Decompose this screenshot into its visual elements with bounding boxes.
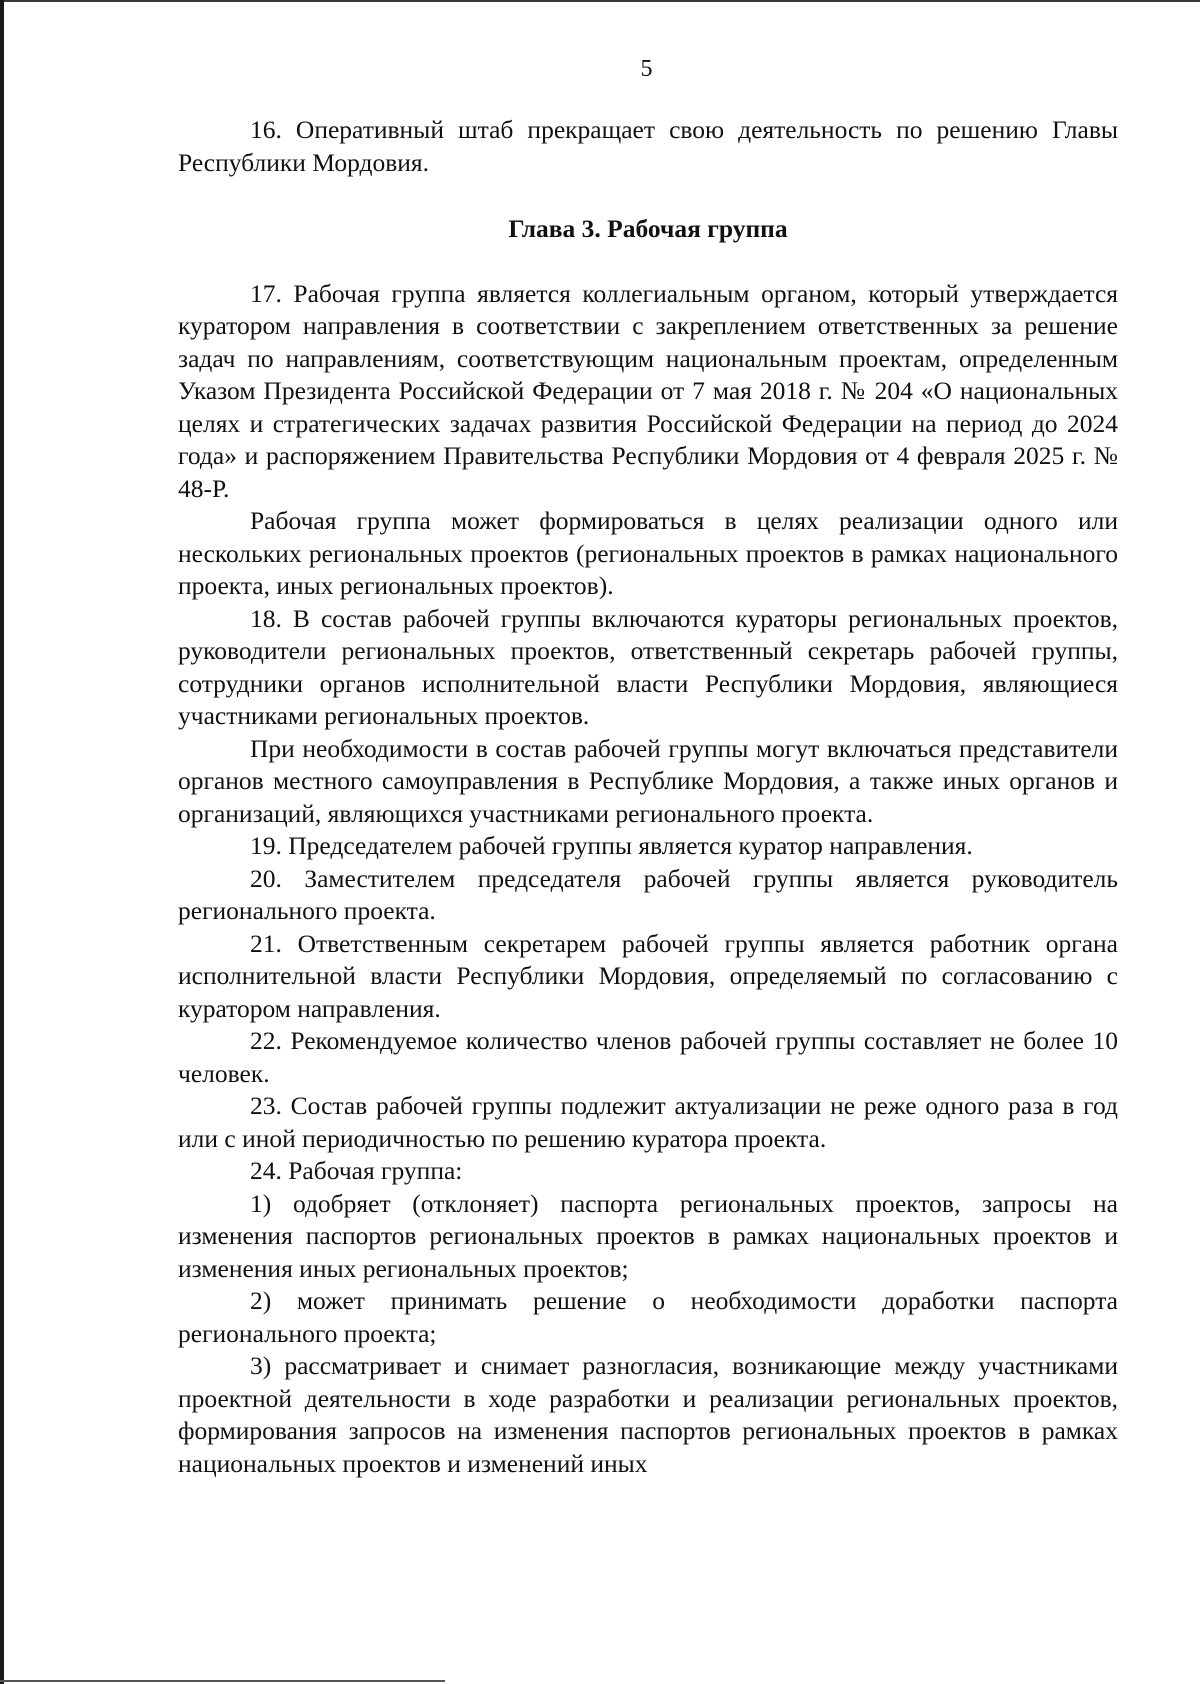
list-item-1: 1) одобряет (отклоняет) паспорта региональных проектов, запросы на изменения паспортов региональных проектов в рамках национальных проектов и изменения иных региональных проектов; <box>178 1188 1118 1283</box>
paragraph-22: 22. Рекомендуемое количество членов рабочей группы составляет не более 10 человек. <box>178 1026 1118 1088</box>
paragraph-20: 20. Заместителем председателя рабочей группы является руководитель регионального проекта. <box>178 863 1118 925</box>
paragraph-23: 23. Состав рабочей группы подлежит актуализации не реже одного раза в год или с иной периодичностью по решению куратора проекта. <box>178 1091 1118 1153</box>
paragraph-24: 24. Рабочая группа: <box>250 1156 463 1185</box>
paragraph-17-cont: Рабочая группа может формироваться в целях реализации одного или нескольких региональных проектов (региональных проектов в рамках национального проекта, иных региональных проектов). <box>178 506 1118 600</box>
page-number: 5 <box>640 56 653 82</box>
document-body <box>178 114 1118 1480</box>
scan-edge-left <box>0 0 4 1684</box>
paragraph-21: 21. Ответственным секретарем рабочей группы является работник органа исполнительной власти Республики Мордовия, определяемый по согласованию с куратором направления. <box>178 928 1118 1023</box>
paragraph-18: 18. В состав рабочей группы включаются кураторы региональных проектов, руководители региональных проектов, ответственный секретарь рабочей группы, сотрудники органов исполнительной власти Республики Мордовия, являющиеся участниками региональных проектов. <box>178 603 1118 730</box>
paragraph-17: 17. Рабочая группа является коллегиальным органом, который утверждается куратором направления в соответствии с закреплением ответственных за решение задач по направлениям, соответствующим национальным проектам, определенным Указом Президента Российской Федерации от 7 мая 2018 г. № 204 «О национальных целях и стратегических задачах развития Российской Федерации на период до 2024 года» и распоряжением Правительства Республики Мордовия от 4 февраля 2025 г. № 48-Р. <box>178 278 1118 503</box>
list-item-2: 2) может принимать решение о необходимости доработки паспорта регионального проекта; <box>178 1286 1118 1348</box>
paragraph-18-cont: При необходимости в состав рабочей группы могут включаться представители органов местного самоуправления в Республике Мордовия, а также иных органов и организаций, являющихся участниками регионального проекта. <box>178 733 1118 828</box>
list-item-3: 3) рассматривает и снимает разногласия, возникающие между участниками проектной деятельности в ходе разработки и реализации региональных проектов, формирования запросов на изменения паспортов региональных проектов в рамках национальных проектов и изменений иных <box>178 1351 1118 1478</box>
scan-edge-top <box>0 0 1200 2</box>
chapter-heading: Глава 3. Рабочая группа <box>508 214 788 243</box>
paragraph-16: 16. Оперативный штаб прекращает свою деятельность по решению Главы Республики Мордовия. <box>178 115 1118 177</box>
scan-edge-bottom <box>0 1680 445 1682</box>
paragraph-19: 19. Председателем рабочей группы является куратор направления. <box>250 831 973 860</box>
